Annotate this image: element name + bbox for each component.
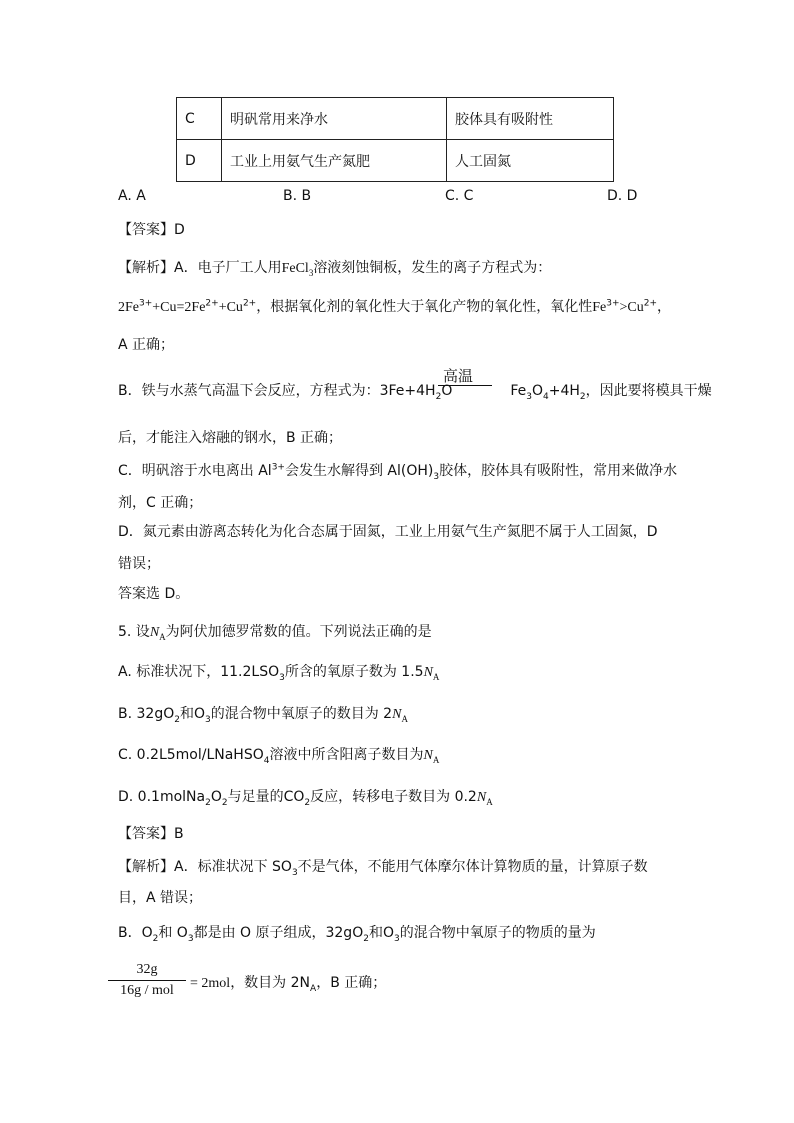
formula-fecl3: FeCl$_3$ bbox=[281, 261, 314, 278]
q5-option-a: A. 标准状况下，$11.2LSO_3$所含的氧原子数为 $1.5N_A$ bbox=[118, 664, 440, 683]
q5-analysis-a-line2: 目，A 错误； bbox=[118, 890, 203, 906]
row-letter: C bbox=[177, 98, 222, 140]
row-letter: D bbox=[177, 140, 222, 182]
q5-option-d: D. $0.1molNa_2O_2$与足量的$CO_2$反应，转移电子数目为 $0.2N_A$ bbox=[118, 789, 493, 808]
q5-option-b: B. $32gO_2$和$O_3$的混合物中氧原子的数目为 $2N_A$ bbox=[118, 706, 408, 725]
reaction-condition: 高温 bbox=[443, 367, 474, 385]
q4-analysis-c-line2: 剂，C 正确； bbox=[118, 495, 203, 511]
q5-analysis-b-line1: B．$O_2$和 $O_3$都是由 O 原子组成，$32gO_2$和$O_3$的混合物中氧原子的物质的量为 bbox=[118, 925, 596, 944]
q4-analysis-a-line2: $2Fe^{3+}+Cu=2Fe^{2+}+Cu^{2+}$，根据氧化剂的氧化性大于氧化产物的氧化性，氧化性$Fe^{3+}>Cu^{2+}$， bbox=[118, 298, 672, 315]
text: 溶液刻蚀铜板，发生的离子方程式为： bbox=[313, 260, 552, 276]
analysis-label: 【解析】 bbox=[118, 260, 174, 276]
q4-answer: 【答案】D bbox=[118, 222, 185, 238]
fraction-bar bbox=[108, 980, 186, 981]
table-row bbox=[177, 98, 614, 140]
fraction-numerator: 32g bbox=[136, 962, 158, 977]
q4-analysis-b-line2: 后，才能注入熔融的钢水，B 正确； bbox=[118, 430, 343, 446]
choice-a: A. A bbox=[118, 188, 146, 204]
row-action: 明矾常用来净水 bbox=[222, 98, 447, 140]
q4-analysis-d-line2: 错误； bbox=[118, 556, 160, 572]
q4-analysis-a-line1 bbox=[118, 257, 551, 278]
q4-conclusion: 答案选 D。 bbox=[118, 586, 190, 602]
q5-stem: 5. 设$N_A$为阿伏加德罗常数的值。下列说法正确的是 bbox=[118, 624, 432, 642]
row-reason: 人工固氮 bbox=[447, 140, 614, 182]
q4-analysis-a-line3: A 正确； bbox=[118, 337, 175, 353]
row-reason: 胶体具有吸附性 bbox=[447, 98, 614, 140]
choice-b: B. B bbox=[283, 188, 312, 204]
choice-c: C. C bbox=[445, 188, 474, 204]
fraction-denominator: 16g / mol bbox=[120, 983, 174, 998]
q5-answer: 【答案】B bbox=[118, 826, 184, 842]
text: A．电子厂工人用 bbox=[174, 260, 282, 276]
q4-analysis-c-line1: C．明矾溶于水电离出 $Al^{3+}$会发生水解得到 $Al(OH)_3$胶体，胶体具有吸附性，常用来做净水 bbox=[118, 462, 678, 482]
table-row bbox=[177, 140, 614, 182]
choice-d: D. D bbox=[607, 188, 638, 204]
q5-analysis-a-line1: 【解析】A．标准状况下 $SO_3$不是气体，不能用气体摩尔体计算物质的量，计算原子数 bbox=[118, 859, 648, 878]
row-action: 工业上用氨气生产氮肥 bbox=[222, 140, 447, 182]
fraction bbox=[108, 962, 186, 999]
q4-analysis-b-line1: B．铁与水蒸气高温下会反应，方程式为：$3Fe+4H_2O$ $Fe_3O_4+4H_2$，因此要将模具干燥 bbox=[118, 383, 712, 402]
q5-analysis-b-line2: = 2mol，数目为 $2N_A$，B 正确； bbox=[190, 975, 387, 994]
options-table bbox=[176, 97, 614, 182]
q4-analysis-d-line1: D．氮元素由游离态转化为化合态属于固氮，工业上用氨气生产氮肥不属于人工固氮，D bbox=[118, 524, 658, 540]
q5-option-c: C. 0.2L5mol/LNaHSO$_4$溶液中所含阳离子数目为$N_A$ bbox=[118, 747, 440, 766]
